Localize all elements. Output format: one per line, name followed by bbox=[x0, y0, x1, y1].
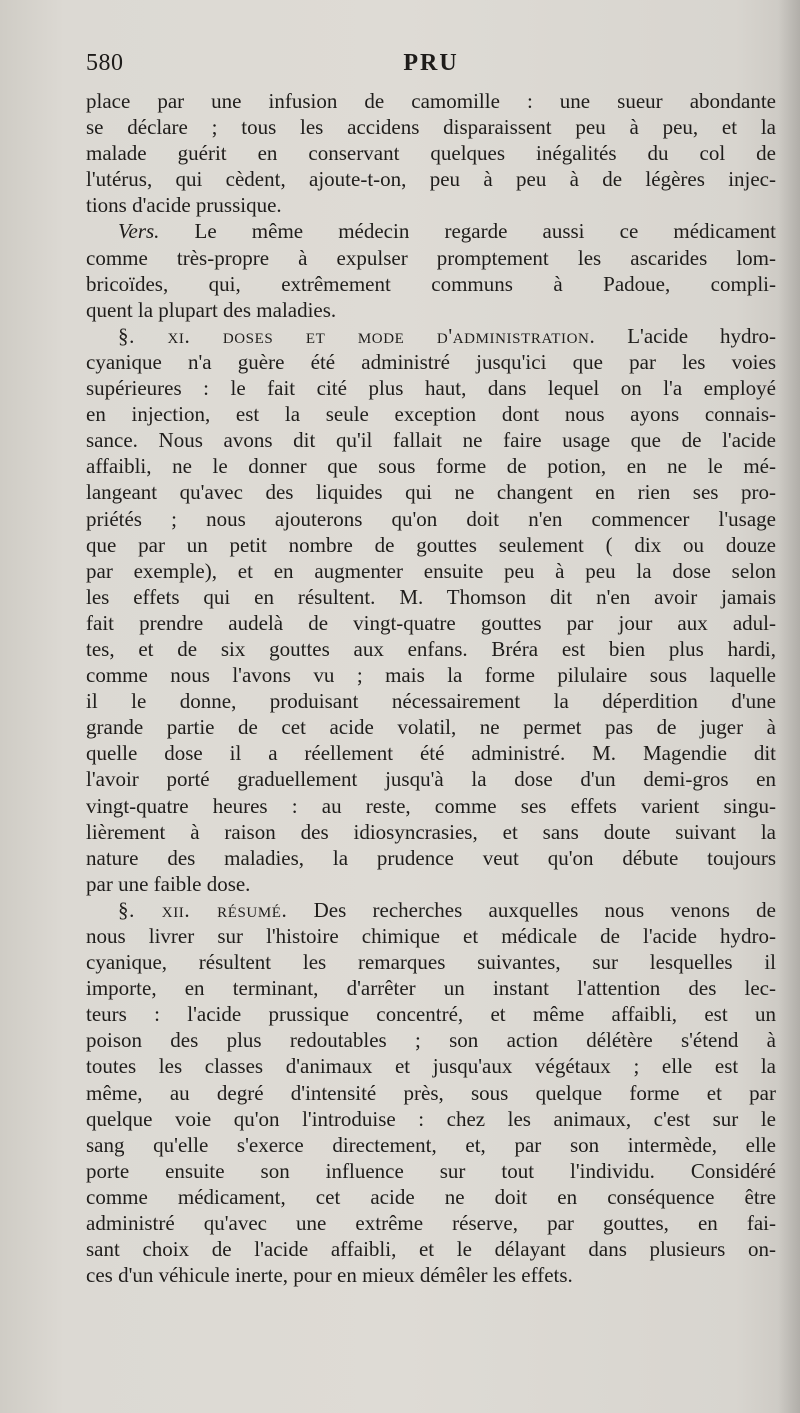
text-line: l'utérus, qui cèdent, ajoute-t-on, peu à peu à de légères injec- bbox=[86, 167, 776, 192]
text-line: se déclare ; tous les accidens disparaissent peu à peu, et la bbox=[86, 115, 776, 140]
text-line: sance. Nous avons dit qu'il fallait ne faire usage que de l'acide bbox=[86, 428, 776, 453]
text-line: il le donne, produisant nécessairement la déperdition d'une bbox=[86, 689, 776, 714]
text-line: poison des plus redoutables ; son action délétère s'étend à bbox=[86, 1028, 776, 1053]
text-line: langeant qu'avec des liquides qui ne changent en rien ses pro- bbox=[86, 480, 776, 505]
running-head: PRU bbox=[403, 50, 459, 76]
section-heading: §. xi. doses et mode d'administration. bbox=[118, 323, 596, 348]
text-line: fait prendre audelà de vingt-quatre gouttes par jour aux adul- bbox=[86, 610, 776, 635]
text-line: supérieures : le fait cité plus haut, dans lequel on l'a employé bbox=[86, 376, 776, 401]
text-line bbox=[86, 897, 776, 923]
text-line: priétés ; nous ajouterons qu'on doit n'en commencer l'usage bbox=[86, 506, 776, 531]
text-line: comme nous l'avons vu ; mais la forme pilulaire sous laquelle bbox=[86, 663, 776, 688]
text-line: l'avoir porté graduellement jusqu'à la dose d'un demi-gros en bbox=[86, 767, 776, 792]
text-line: comme médicament, cet acide ne doit en conséquence être bbox=[86, 1184, 776, 1209]
text-line: nous livrer sur l'histoire chimique et médicale de l'acide hydro- bbox=[86, 924, 776, 948]
page-number: 580 bbox=[86, 50, 124, 76]
text-line: les effets qui en résultent. M. Thomson dit n'en avoir jamais bbox=[86, 584, 776, 609]
page-edge-shadow bbox=[778, 0, 800, 1413]
italic-term: Vers. bbox=[118, 219, 160, 244]
text-line: lièrement à raison des idiosyncrasies, et sans doute suivant la bbox=[86, 819, 776, 844]
text-line: tions d'acide prussique. bbox=[86, 193, 282, 218]
text-line: nature des maladies, la prudence veut qu'on débute toujours bbox=[86, 845, 776, 870]
text-line: importe, en terminant, d'arrêter un instant l'attention des lec- bbox=[86, 976, 776, 1001]
text-line: en injection, est la seule exception dont nous ayons connais- bbox=[86, 402, 776, 427]
text-run: L'acide hydro- bbox=[595, 323, 776, 348]
text-line: quelque voie qu'on l'introduise : chez les animaux, c'est sur le bbox=[86, 1106, 776, 1131]
text-line: place par une infusion de camomille : une sueur abondante bbox=[86, 89, 776, 113]
text-line: même, au degré d'intensité près, sous quelque forme et par bbox=[86, 1080, 776, 1105]
text-line: par une faible dose. bbox=[86, 871, 251, 896]
text-run: Le même médecin regarde aussi ce médicament bbox=[159, 219, 776, 244]
text-line: affaibli, ne le donner que sous forme de potion, en ne le mé- bbox=[86, 454, 776, 479]
text-line: cyanique n'a guère été administré jusqu'ici que par les voies bbox=[86, 349, 776, 374]
page-header bbox=[86, 50, 776, 84]
text-line bbox=[86, 218, 776, 244]
text-line: administré qu'avec une extrême réserve, par gouttes, en fai- bbox=[86, 1211, 776, 1236]
text-line: par exemple), et en augmenter ensuite peu à peu la dose selon bbox=[86, 558, 776, 583]
text-line bbox=[86, 323, 776, 349]
text-line: porte ensuite son influence sur tout l'individu. Considéré bbox=[86, 1158, 776, 1183]
text-line: toutes les classes d'animaux et jusqu'aux végétaux ; elle est la bbox=[86, 1054, 776, 1079]
body-text bbox=[86, 88, 776, 1288]
text-line: quelle dose il a réellement été administré. M. Magendie dit bbox=[86, 741, 776, 766]
text-line: ces d'un véhicule inerte, pour en mieux démêler les effets. bbox=[86, 1263, 573, 1288]
text-line: sant choix de l'acide affaibli, et le délayant dans plusieurs on- bbox=[86, 1237, 776, 1262]
text-line: vingt-quatre heures : au reste, comme ses effets varient singu- bbox=[86, 793, 776, 818]
text-line: bricoïdes, qui, extrêmement communs à Padoue, compli- bbox=[86, 271, 776, 296]
text-line: que par un petit nombre de gouttes seulement ( dix ou douze bbox=[86, 532, 776, 557]
text-line: cyanique, résultent les remarques suivantes, sur lesquelles il bbox=[86, 950, 776, 975]
text-line: quent la plupart des maladies. bbox=[86, 297, 337, 322]
text-line: grande partie de cet acide volatil, ne permet pas de juger à bbox=[86, 715, 776, 740]
text-line: malade guérit en conservant quelques inégalités du col de bbox=[86, 141, 776, 166]
text-line: tes, et de six gouttes aux enfans. Bréra est bien plus hardi, bbox=[86, 636, 776, 661]
section-heading: §. xii. résumé. bbox=[118, 897, 288, 922]
text-run: Des recherches auxquelles nous venons de bbox=[287, 897, 776, 922]
text-line: sang qu'elle s'exerce directement, et, par son intermède, elle bbox=[86, 1132, 776, 1157]
text-line: comme très-propre à expulser promptement les ascarides lom- bbox=[86, 245, 776, 270]
text-line: teurs : l'acide prussique concentré, et même affaibli, est un bbox=[86, 1002, 776, 1027]
